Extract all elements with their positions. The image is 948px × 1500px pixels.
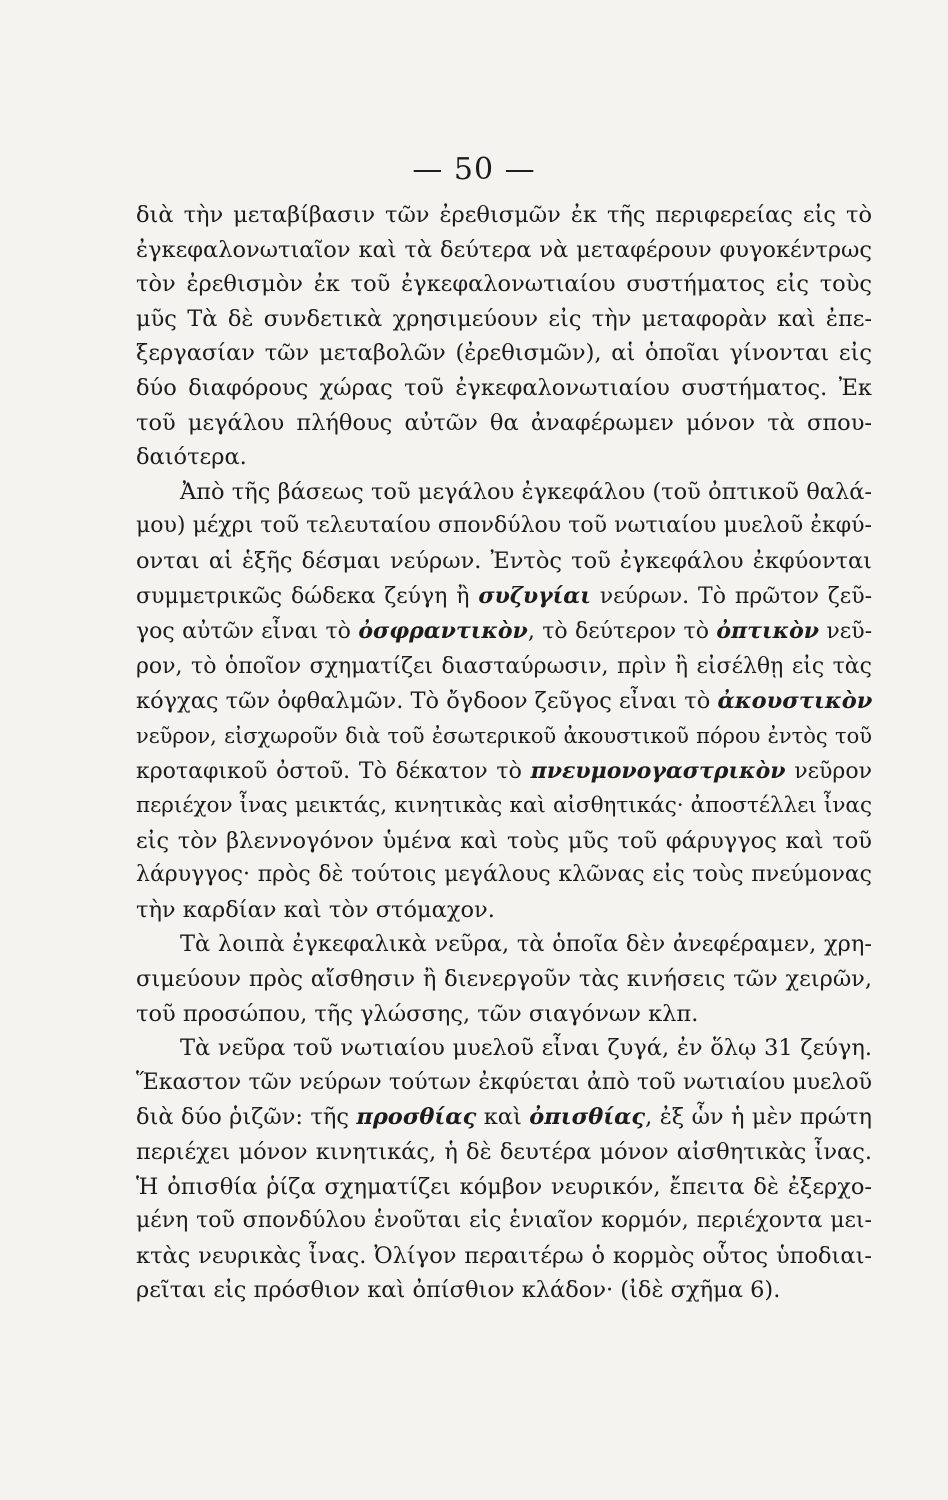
text-line: νεῦρον, εἰσχωροῦν διὰ τοῦ ἐσωτερικοῦ ἀκουστικοῦ πόρου ἐντὸς τοῦ <box>136 723 872 748</box>
text-line: περιέχει μόνον κινητικάς, ἡ δὲ δευτέρα μόνον αἰσθητικὰς ἶνας. <box>136 1139 872 1166</box>
paragraph-4 <box>136 1031 872 1308</box>
text-line: δύο διαφόρους χώρας τοῦ ἐγκεφαλονωτιαίου συστήματος. Ἐκ <box>136 374 872 401</box>
text-line: ἐγκεφαλονωτιαῖον καὶ τὰ δεύτερα νὰ μεταφέρουν φυγοκέντρως <box>136 236 872 263</box>
text-run: νεῦ- <box>819 619 873 645</box>
text-line <box>136 614 872 650</box>
text-run: , ἐξ ὧν ἡ μὲν πρώτη <box>645 1104 872 1131</box>
text-run: , τὸ δεύτερον τὸ <box>527 619 717 645</box>
text-line: Τὰ νεῦρα τοῦ νωτιαίου μυελοῦ εἶναι ζυγά, ἐν ὅλῳ 31 ζεύγη. <box>180 1035 872 1062</box>
text-line <box>136 1100 872 1135</box>
text-run: καὶ <box>476 1104 530 1131</box>
term-akoustikon: ἀκουστικὸν <box>717 688 873 715</box>
text-line: τοῦ προσώπου, τῆς γλώσσης, τῶν σιαγόνων κλπ. <box>136 1000 699 1027</box>
term-osfrantikon: ὀσφραντικὸν <box>358 618 528 645</box>
text-run: κόγχας τῶν ὀφθαλμῶν. Τὸ ὄγδοον ζεῦγος εἶναι τὸ <box>136 688 718 715</box>
text-line <box>136 684 872 719</box>
text-run: γος αὐτῶν εἶναι τὸ <box>136 619 359 645</box>
text-line: Ἕκαστον τῶν νεύρων τούτων ἐκφύεται ἀπὸ τοῦ νωτιαίου μυελοῦ <box>136 1069 872 1095</box>
text-line: ρεῖται εἰς πρόσθιον καὶ ὀπίσθιον κλάδον· (ἰδὲ σχῆμα 6). <box>136 1277 781 1304</box>
text-line: μένη τοῦ σπονδύλου ἑνοῦται εἰς ἑνιαῖον κορμόν, περιέχοντα μει- <box>136 1208 872 1234</box>
text-line: Τὰ λοιπὰ ἐγκεφαλικὰ νεῦρα, τὰ ὁποῖα δὲν ἀνεφέραμεν, χρη- <box>180 931 872 958</box>
text-line: Ἡ ὀπισθία ῥίζα σχηματίζει κόμβον νευρικόν, ἔπειτα δὲ ἐξερχο- <box>136 1173 872 1200</box>
text-line: ονται αἱ ἑξῆς δέσμαι νεύρων. Ἐντὸς τοῦ ἐγκεφάλου ἐκφύονται <box>136 547 872 574</box>
text-line: σιμεύουν πρὸς αἴσθησιν ἢ διενεργοῦν τὰς κινήσεις τῶν χειρῶν, <box>136 966 872 993</box>
text-line: τὴν καρδίαν καὶ τὸν στόμαχον. <box>136 896 495 923</box>
text-run: κροταφικοῦ ὀστοῦ. Τὸ δέκατον τὸ <box>136 758 531 784</box>
term-syzygiai: συζυγίαι <box>478 582 591 609</box>
text-line: περιέχον ἶνας μεικτάς, κινητικὰς καὶ αἰσθητικάς· ἀποστέλλει ἶνας <box>136 793 872 819</box>
text-line: εἰς τὸν βλεννογόνον ὑμένα καὶ τοὺς μῦς τοῦ φάρυγγος καὶ τοῦ <box>136 827 872 854</box>
text-line: μῦς Τὰ δὲ συνδετικὰ χρησιμεύουν εἰς τὴν μεταφορὰν καὶ ἐπε- <box>136 305 872 332</box>
body-text <box>136 198 872 1308</box>
text-line: ξεργασίαν τῶν μεταβολῶν (ἐρεθισμῶν), αἱ ὁποῖαι γίνονται εἰς <box>136 340 872 367</box>
text-line: μου) μέχρι τοῦ τελευταίου σπονδύλου τοῦ νωτιαίου μυελοῦ ἐκφύ- <box>136 513 872 539</box>
text-line: ρον, τὸ ὁποῖον σχηματίζει διασταύρωσιν, πρὶν ἢ εἰσέλθῃ εἰς τὰς <box>136 653 872 679</box>
paragraph-3 <box>136 927 872 1031</box>
text-line: διὰ τὴν μεταβίβασιν τῶν ἐρεθισμῶν ἐκ τῆς περιφερείας εἰς τὸ <box>136 202 872 228</box>
paragraph-1 <box>136 198 872 475</box>
text-line: τοῦ μεγάλου πλήθους αὐτῶν θα ἀναφέρωμεν μόνον τὰ σπου- <box>136 409 872 436</box>
term-prosthias: προσθίας <box>356 1104 477 1131</box>
text-line: κτὰς νευρικὰς ἶνας. Ὀλίγον περαιτέρω ὁ κορμὸς οὗτος ὑποδιαι- <box>136 1242 872 1269</box>
page-number: — 50 — <box>412 152 536 187</box>
text-run: διὰ δύο ῥιζῶν: τῆς <box>136 1104 357 1131</box>
text-line: τὸν ἐρεθισμὸν ἐκ τοῦ ἐγκεφαλονωτιαίου συστήματος εἰς τοὺς <box>136 271 872 298</box>
term-pneumonogastrikon: πνευμονογαστρικὸν <box>530 757 786 784</box>
text-line: δαιότερα. <box>136 444 247 471</box>
term-opisthias: ὀπισθίας <box>529 1104 646 1131</box>
text-line <box>136 754 872 790</box>
text-run: νεύρων. Τὸ πρῶτον ζεῦ- <box>590 583 872 609</box>
text-line: Ἀπὸ τῆς βάσεως τοῦ μεγάλου ἐγκεφάλου (τοῦ ὀπτικοῦ θαλά- <box>180 478 872 505</box>
text-run: συμμετρικῶς δώδεκα ζεύγη ἢ <box>136 583 479 609</box>
text-line <box>136 579 872 615</box>
term-optikon: ὀπτικὸν <box>716 618 820 645</box>
text-run: νεῦρον <box>785 758 872 784</box>
paragraph-2 <box>136 475 872 928</box>
text-line: λάρυγγος· πρὸς δὲ τούτοις μεγάλους κλῶνας εἰς τοὺς πνεύμονας <box>136 862 872 888</box>
